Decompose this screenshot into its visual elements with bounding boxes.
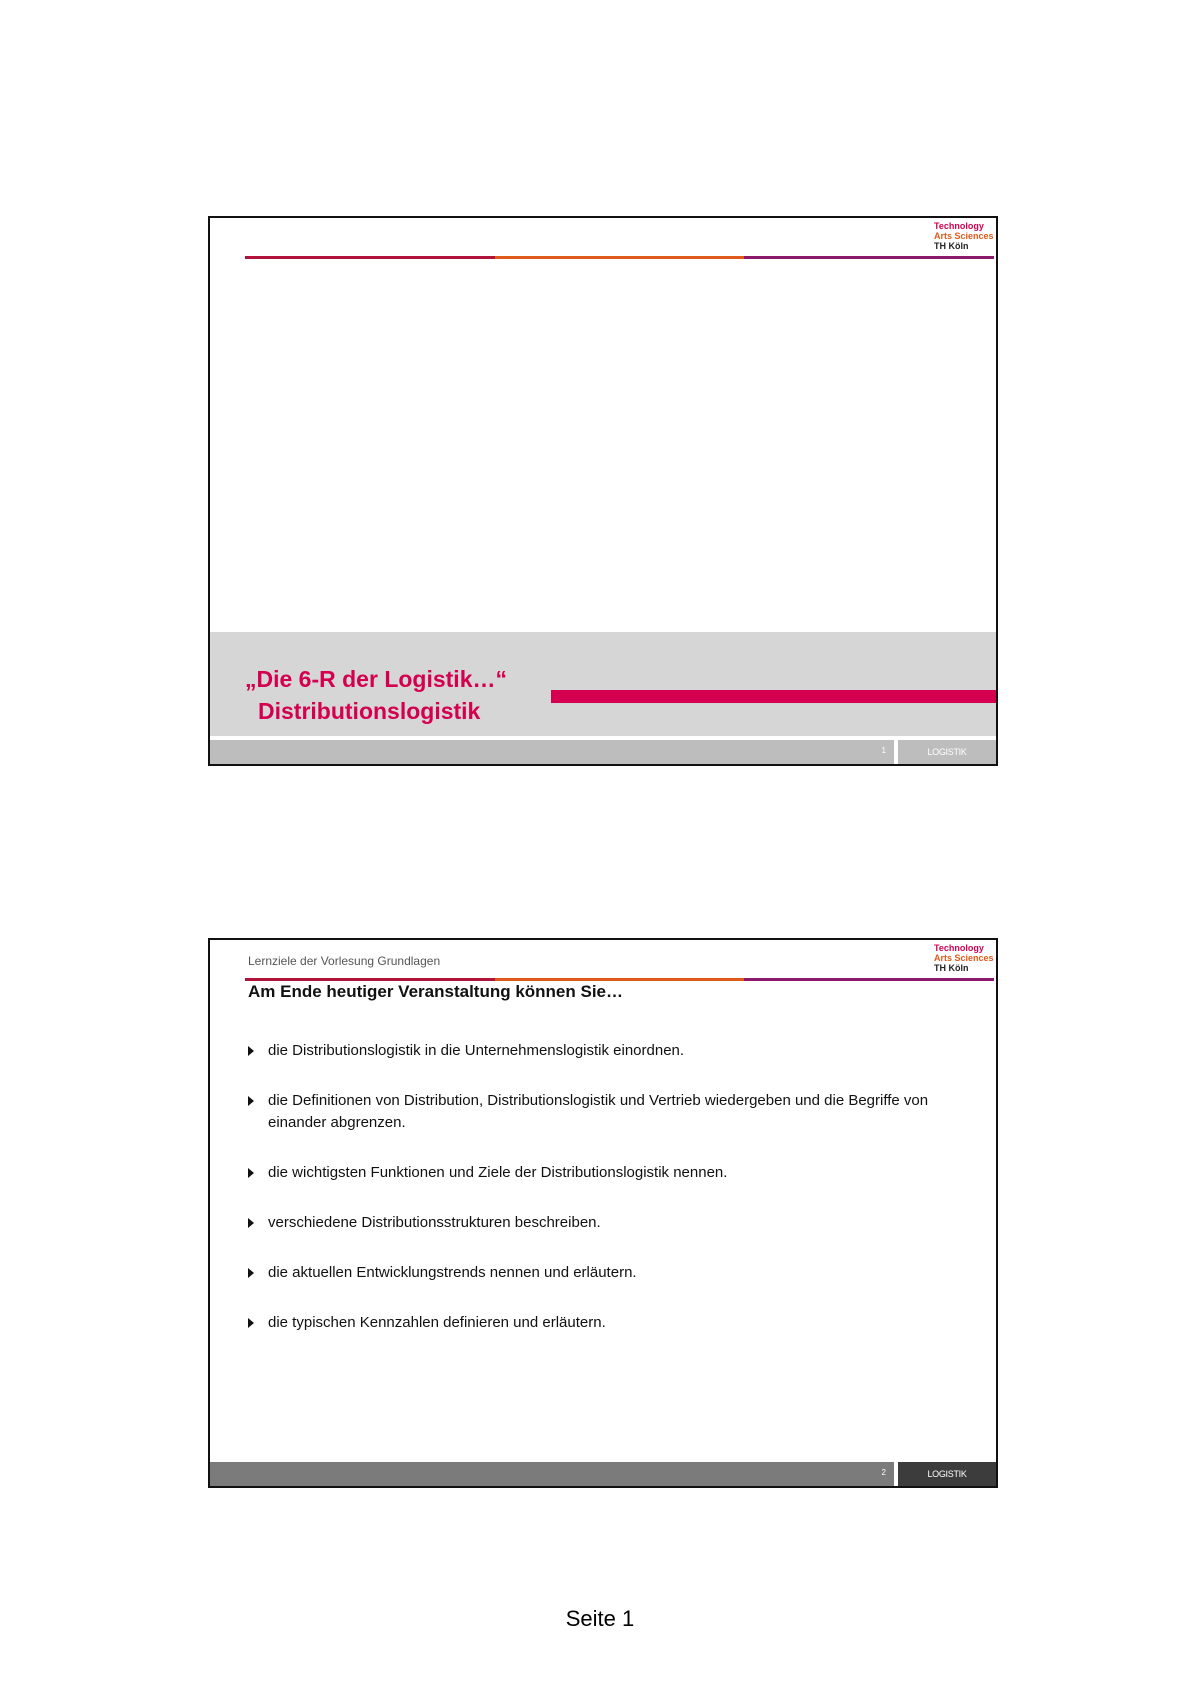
logo-line-arts-sciences: Arts Sciences [934,953,994,963]
logo-line-arts-sciences: Arts Sciences [934,231,994,241]
footer-label: LOGISTIK [898,1462,996,1486]
th-koeln-logo [934,221,994,251]
slide-2 [208,938,998,1488]
list-item: die typischen Kennzahlen definieren und erläutern. [248,1312,948,1334]
list-item: die wichtigsten Funktionen und Ziele der Distributionslogistik nennen. [248,1162,948,1184]
logo-line-technology: Technology [934,221,984,231]
breadcrumb: Lernziele der Vorlesung Grundlagen [248,954,441,968]
bullet-arrow-icon [248,1318,254,1328]
logo-line-th-koeln: TH Köln [934,241,969,251]
header-divider [245,978,994,981]
list-item: die Definitionen von Distribution, Distributionslogistik und Vertrieb wiedergeben und die Begriffe von einander abgrenzen. [248,1090,948,1134]
bullet-arrow-icon [248,1168,254,1178]
th-koeln-logo [934,943,994,973]
slide-heading: Am Ende heutiger Veranstaltung können Sie… [248,982,624,1001]
accent-bar [551,690,996,703]
header-divider [245,256,994,259]
bullet-arrow-icon [248,1218,254,1228]
list-item: die aktuellen Entwicklungstrends nennen und erläutern. [248,1262,948,1284]
list-item: die Distributionslogistik in die Unternehmenslogistik einordnen. [248,1040,948,1062]
bullet-arrow-icon [248,1096,254,1106]
slide-subtitle: Distributionslogistik [258,698,481,724]
logo-line-technology: Technology [934,943,984,953]
slide-page-number: 1 [881,746,886,755]
slide-footer [210,1462,996,1486]
page-label: Seite 1 [565,1606,635,1631]
bullet-arrow-icon [248,1046,254,1056]
list-item: verschiedene Distributionsstrukturen beschreiben. [248,1212,948,1234]
slide-footer [210,740,996,764]
slide-page-number: 2 [881,1468,886,1477]
slide-title: „Die 6-R der Logistik…“ [245,666,507,692]
bullet-arrow-icon [248,1268,254,1278]
logo-line-th-koeln: TH Köln [934,963,969,973]
footer-label: LOGISTIK [898,740,996,764]
learning-goals-list [248,1040,948,1362]
slide-1 [208,216,998,766]
